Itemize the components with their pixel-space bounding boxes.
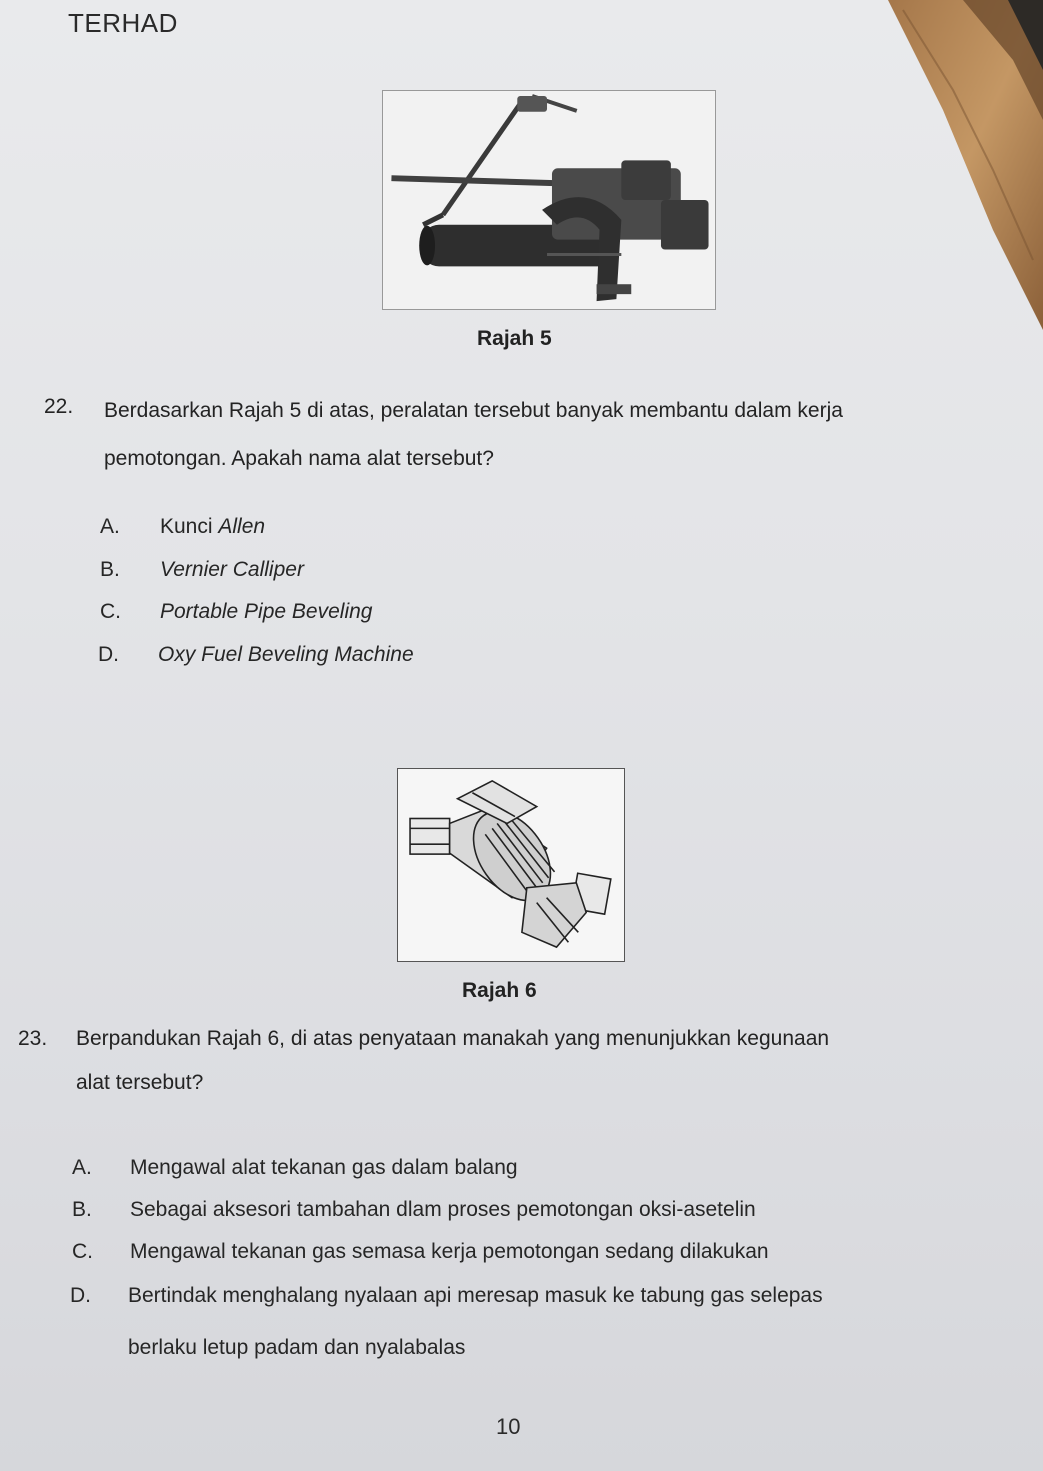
figure-6-caption: Rajah 6 <box>462 979 537 1002</box>
option-letter: A. <box>100 515 120 538</box>
option-text: Mengawal tekanan gas semasa kerja pemotongan sedang dilakukan <box>130 1240 769 1263</box>
question-23-line-1: Berpandukan Rajah 6, di atas penyataan manakah yang menunjukkan kegunaan <box>76 1027 830 1050</box>
option-text: Mengawal alat tekanan gas dalam balang <box>130 1156 518 1179</box>
question-23-option-d-continuation <box>128 1336 465 1360</box>
page-number: 10 <box>496 1414 521 1439</box>
figure-5-image <box>382 90 716 310</box>
option-text: Sebagai aksesori tambahan dlam proses pemotongan oksi-asetelin <box>130 1198 756 1221</box>
figure-5-caption: Rajah 5 <box>477 327 552 350</box>
option-text: berlaku letup padam dan nyalabalas <box>128 1336 466 1359</box>
figure-6-image <box>397 768 625 962</box>
option-letter: D. <box>70 1284 91 1307</box>
option-text: Bertindak menghalang nyalaan api meresap masuk ke tabung gas selepas <box>128 1284 823 1307</box>
option-letter: C. <box>100 600 121 623</box>
option-letter: C. <box>72 1240 93 1263</box>
option-letter: A. <box>72 1156 92 1179</box>
option-letter: B. <box>100 558 120 581</box>
question-22-number: 22. <box>44 395 74 418</box>
pipe-beveling-machine-illustration <box>383 91 715 309</box>
flashback-arrestor-illustration <box>398 769 624 961</box>
option-text-italic: Allen <box>218 515 266 538</box>
option-text: Kunci <box>160 515 219 538</box>
option-letter: D. <box>98 643 119 666</box>
question-22-line-1: Berdasarkan Rajah 5 di atas, peralatan tersebut banyak membantu dalam kerja <box>104 399 843 422</box>
option-text: Portable Pipe Beveling <box>160 600 373 623</box>
question-23-number: 23. <box>18 1027 48 1050</box>
classification-label: TERHAD <box>68 8 178 38</box>
option-letter: B. <box>72 1198 92 1221</box>
option-text: Oxy Fuel Beveling Machine <box>158 643 414 666</box>
question-22-line-2: pemotongan. Apakah nama alat tersebut? <box>104 447 494 470</box>
question-23-line-2: alat tersebut? <box>76 1071 204 1094</box>
option-text: Vernier Calliper <box>160 558 304 581</box>
wooden-table-corner <box>843 0 1043 340</box>
